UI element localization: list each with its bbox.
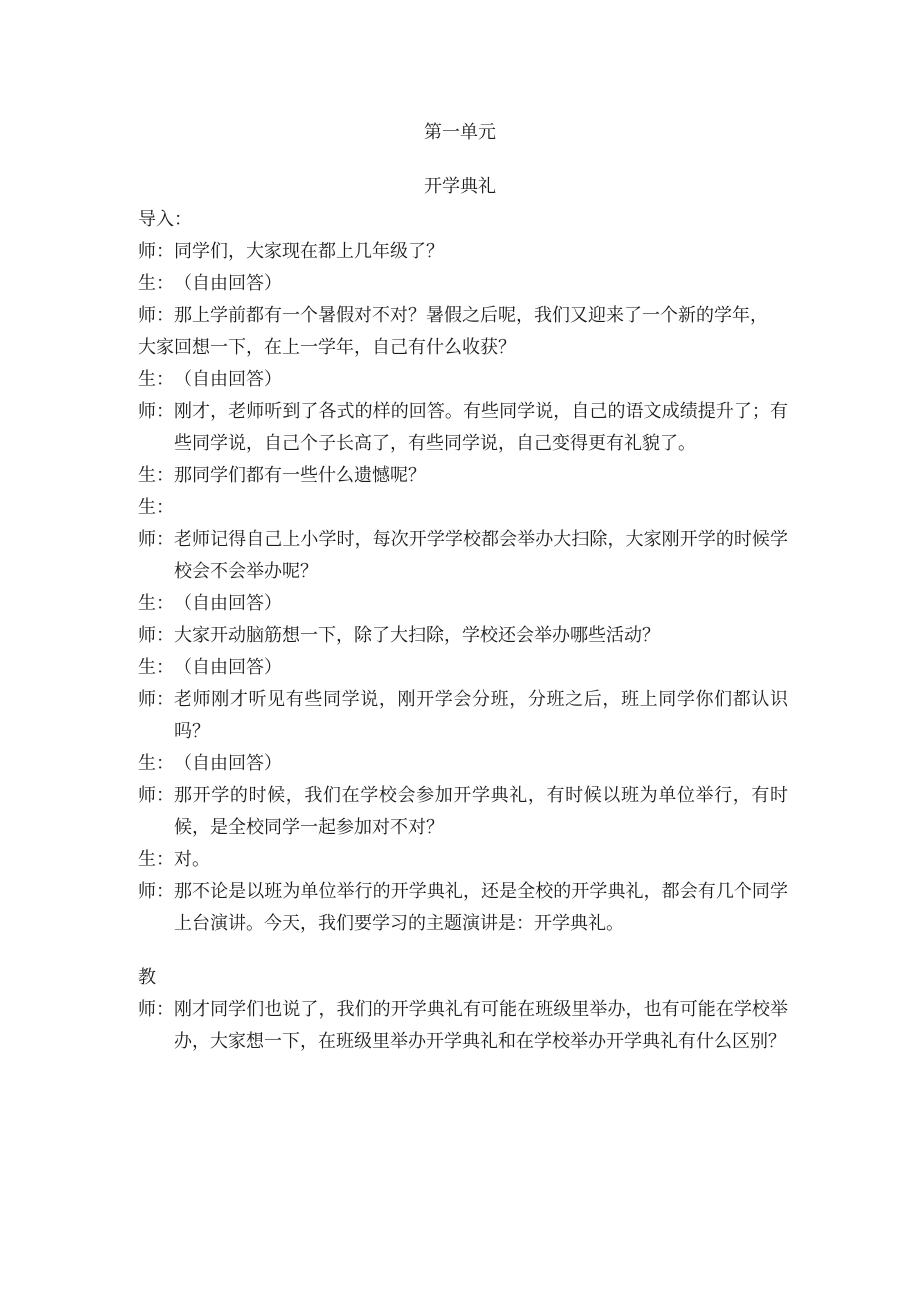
dialogue-line <box>138 332 798 364</box>
dialogue-text: （自由回答） <box>174 593 282 614</box>
dialogue-line <box>138 524 798 588</box>
dialogue-line <box>138 780 798 844</box>
dialogue-line <box>138 300 798 332</box>
speaker-label: 生： <box>138 273 174 294</box>
dialogue-text: （自由回答） <box>174 369 282 390</box>
dialogue-text: 大家回想一下，在上一学年，自己有什么收获？ <box>138 337 516 358</box>
dialogue-text: 那不论是以班为单位举行的开学典礼，还是全校的开学典礼，都会有几个同学上台演讲。今天，我们要学习的主题演讲是：开学典礼。 <box>174 881 788 934</box>
dialogue-text: 对。 <box>174 849 210 870</box>
speaker-label: 生： <box>138 369 174 390</box>
speaker-label: 生： <box>138 465 174 486</box>
speaker-label: 师： <box>138 881 174 902</box>
dialogue-line <box>138 684 798 748</box>
dialogue-text: 那同学们都有一些什么遗憾呢？ <box>174 465 426 486</box>
speaker-label: 生： <box>138 657 174 678</box>
dialogue-text: 那开学的时候，我们在学校会参加开学典礼，有时候以班为单位举行，有时候，是全校同学一起参加对不对？ <box>174 785 788 838</box>
dialogue-line <box>138 268 798 300</box>
dialogue-line <box>138 588 798 620</box>
dialogue-line <box>138 620 798 652</box>
speaker-label: 师： <box>138 241 174 262</box>
dialogue-text: （自由回答） <box>174 753 282 774</box>
dialogue-line <box>138 876 798 940</box>
dialogue-line <box>138 748 798 780</box>
dialogue-line <box>138 994 798 1058</box>
speaker-label: 师： <box>138 305 174 326</box>
dialogue-line <box>138 460 798 492</box>
dialogue-text: 老师刚才听见有些同学说，刚开学会分班，分班之后，班上同学你们都认识吗？ <box>174 689 788 742</box>
dialogue-text <box>174 492 788 524</box>
lesson-title: 开学典礼 <box>424 176 496 197</box>
dialogue-text: 那上学前都有一个暑假对不对？暑假之后呢，我们又迎来了一个新的学年， <box>174 305 768 326</box>
dialogue-line <box>138 844 798 876</box>
speaker-label: 生： <box>138 593 174 614</box>
dialogue-line <box>138 492 798 524</box>
intro-label: 导入： <box>138 209 192 230</box>
dialogue-text: （自由回答） <box>174 273 282 294</box>
speaker-label: 师： <box>138 401 174 422</box>
dialogue-line <box>138 652 798 684</box>
section-spacer <box>138 940 798 962</box>
speaker-label: 师： <box>138 625 174 646</box>
speaker-label: 师： <box>138 689 174 710</box>
speaker-label: 生： <box>138 849 174 870</box>
speaker-label: 师： <box>138 529 174 550</box>
speaker-label: 生： <box>138 753 174 774</box>
dialogue-text: 老师记得自己上小学时，每次开学学校都会举办大扫除，大家刚开学的时候学校会不会举办呢？ <box>174 529 788 582</box>
dialogue-text: （自由回答） <box>174 657 282 678</box>
dialogue-text: 刚才同学们也说了，我们的开学典礼有可能在班级里举办，也有可能在学校举办，大家想一下，在班级里举办开学典礼和在学校举办开学典礼有什么区别？ <box>174 999 788 1052</box>
dialogue-line <box>138 236 798 268</box>
dialogue-line <box>138 364 798 396</box>
speaker-label: 师： <box>138 785 174 806</box>
lesson-content <box>138 204 798 1058</box>
dialogue-line <box>138 396 798 460</box>
teach-label: 教 <box>138 967 156 988</box>
dialogue-text: 大家开动脑筋想一下，除了大扫除，学校还会举办哪些活动？ <box>174 625 660 646</box>
speaker-label: 师： <box>138 999 174 1020</box>
dialogue-text: 同学们，大家现在都上几年级了？ <box>174 241 444 262</box>
speaker-label: 生： <box>138 497 174 518</box>
dialogue-text: 刚才，老师听到了各式的样的回答。有些同学说，自己的语文成绩提升了；有些同学说，自己个子长高了，有些同学说，自己变得更有礼貌了。 <box>174 401 788 454</box>
unit-title: 第一单元 <box>424 122 496 143</box>
